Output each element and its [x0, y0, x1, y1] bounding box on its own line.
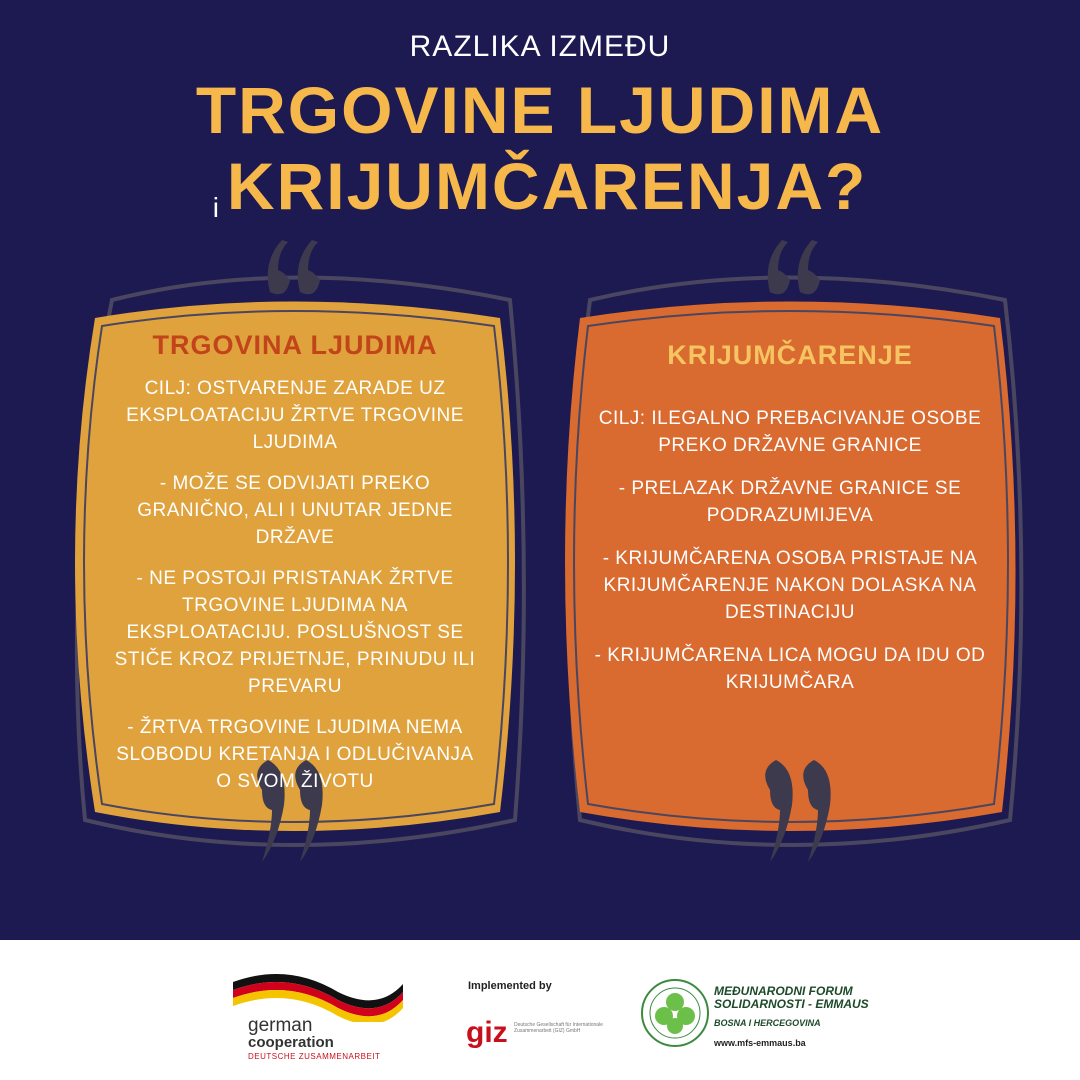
mfs-name-line2: SOLIDARNOSTI - EMMAUS [714, 997, 869, 1011]
left-open-quote-icon [268, 240, 320, 294]
smuggling-point-1: CILJ: ILEGALNO PREBACIVANJE OSOBE PREKO DRŽAVNE GRANICE [598, 408, 982, 456]
mfs-name-line1: MEĐUNARODNI FORUM [714, 984, 853, 998]
german-cooperation-word2: cooperation [248, 1034, 334, 1051]
mfs-country: BOSNA I HERCEGOVINA [714, 1018, 821, 1028]
mfs-website-link[interactable]: www.mfs-emmaus.ba [714, 1038, 806, 1048]
footer-logo-bar [0, 940, 1080, 1080]
mfs-emmaus-logo-icon [640, 978, 710, 1048]
german-cooperation-word3: DEUTSCHE ZUSAMMENARBEIT [248, 1052, 381, 1061]
smuggling-card-heading: KRIJUMČARENJE [667, 340, 913, 370]
mfs-name [714, 985, 869, 1011]
implemented-by-label: Implemented by [468, 980, 552, 992]
trafficking-point-4: - ŽRTVA TRGOVINE LJUDIMA NEMA SLOBODU KRETANJA I ODLUČIVANJA O SVOM ŽIVOTU [116, 717, 474, 792]
smuggling-card-spacer [590, 385, 990, 405]
giz-logo-text: giz [466, 1016, 508, 1049]
smuggling-point-4: - KRIJUMČARENA LICA MOGU DA IDU OD KRIJUMČARA [594, 645, 986, 693]
smuggling-point-2: - PRELAZAK DRŽAVNE GRANICE SE PODRAZUMIJEVA [618, 478, 962, 526]
german-flag-ribbon-icon [228, 962, 408, 1022]
trafficking-point-1: CILJ: OSTVARENJE ZARADE UZ EKSPLOATACIJU ŽRTVE TRGOVINE LJUDIMA [126, 378, 464, 453]
german-cooperation-word1: german [248, 1015, 313, 1036]
giz-full-name: Deutsche Gesellschaft für Internationale Zusammenarbeit (GIZ) GmbH [514, 1022, 603, 1034]
right-open-quote-icon [768, 240, 820, 294]
poster-title-conjunction: i [212, 192, 219, 223]
poster-subtitle: RAZLIKA IZMEĐU [409, 30, 671, 63]
trafficking-card [110, 330, 480, 809]
trafficking-point-2: - MOŽE SE ODVIJATI PREKO GRANIČNO, ALI I UNUTAR JEDNE DRŽAVE [137, 473, 453, 548]
trafficking-card-heading: TRGOVINA LJUDIMA [152, 330, 438, 360]
smuggling-point-3: - KRIJUMČARENA OSOBA PRISTAJE NA KRIJUMČARENJE NAKON DOLASKA NA DESTINACIJU [602, 548, 978, 623]
smuggling-card [590, 340, 990, 712]
poster-title-line2: KRIJUMČARENJA? [226, 149, 868, 223]
trafficking-point-3: - NE POSTOJI PRISTANAK ŽRTVE TRGOVINE LJUDIMA NA EKSPLOATACIJU. POSLUŠNOST SE STIČE KROZ PRIJETNJE, PRINUDU ILI PREVARU [114, 568, 476, 697]
poster-title-line1: TRGOVINE LJUDIMA [195, 73, 885, 147]
